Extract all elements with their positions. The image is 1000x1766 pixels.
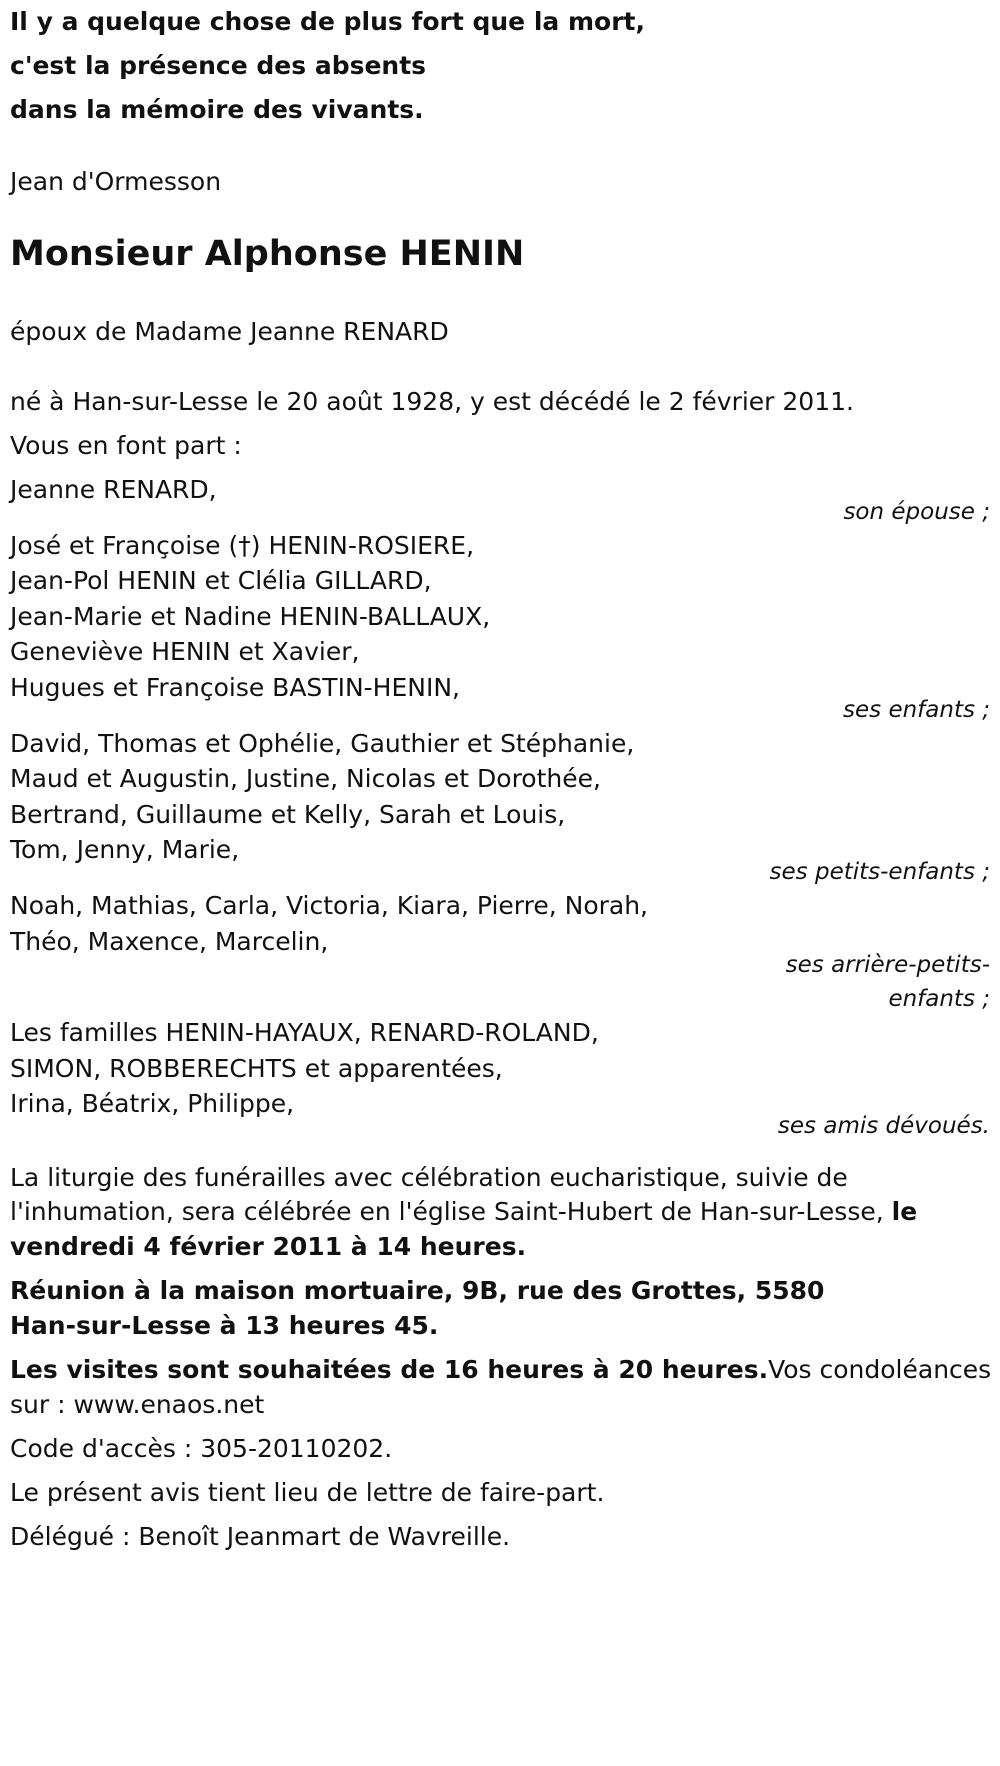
visits-text: Les visites sont souhaitées de 16 heures à 20 heures. — [10, 1355, 769, 1384]
funeral-date: vendredi 4 février 2011 à 14 heures. — [10, 1232, 527, 1261]
spouse-line: époux de Madame Jeanne RENARD — [10, 317, 449, 346]
condolences-text: Vos condoléances — [768, 1355, 992, 1384]
family-role: ses enfants ; — [843, 697, 990, 723]
visits-line — [10, 1356, 991, 1384]
family-line: José et Françoise (†) HENIN-ROSIERE, — [10, 531, 475, 560]
quote-line-2: c'est la présence des absents — [10, 51, 427, 80]
family-line: Bertrand, Guillaume et Kelly, Sarah et Louis, — [10, 800, 566, 829]
meeting-line-2: Han-sur-Lesse à 13 heures 45. — [10, 1311, 439, 1340]
funeral-line-2-text: l'inhumation, sera célébrée en l'église Saint-Hubert de Han-sur-Lesse, — [10, 1197, 884, 1226]
notice-line: Le présent avis tient lieu de lettre de faire-part. — [10, 1478, 605, 1507]
announcement-intro: Vous en font part : — [10, 431, 242, 460]
family-line: Irina, Béatrix, Philippe, — [10, 1089, 295, 1118]
family-line: Maud et Augustin, Justine, Nicolas et Dorothée, — [10, 764, 601, 793]
family-role: ses arrière-petits- — [785, 952, 990, 978]
family-line: Geneviève HENIN et Xavier, — [10, 637, 360, 666]
family-line: Jean-Marie et Nadine HENIN-BALLAUX, — [10, 602, 491, 631]
family-line: Jeanne RENARD, — [10, 475, 217, 504]
funeral-line-1: La liturgie des funérailles avec célébration eucharistique, suivie de — [10, 1163, 848, 1192]
condolences-website: sur : www.enaos.net — [10, 1390, 265, 1419]
birth-death-line: né à Han-sur-Lesse le 20 août 1928, y est décédé le 2 février 2011. — [10, 387, 854, 416]
quote-line-3: dans la mémoire des vivants. — [10, 95, 424, 124]
meeting-line-1: Réunion à la maison mortuaire, 9B, rue des Grottes, 5580 — [10, 1276, 825, 1305]
family-line: Tom, Jenny, Marie, — [10, 835, 240, 864]
quote-line-1: Il y a quelque chose de plus fort que la mort, — [10, 7, 645, 36]
family-line: David, Thomas et Ophélie, Gauthier et Stéphanie, — [10, 729, 635, 758]
family-role: son épouse ; — [843, 499, 990, 525]
family-role: enfants ; — [888, 986, 990, 1012]
family-line: Noah, Mathias, Carla, Victoria, Kiara, Pierre, Norah, — [10, 891, 649, 920]
family-line: Hugues et Françoise BASTIN-HENIN, — [10, 673, 460, 702]
deceased-name: Monsieur Alphonse HENIN — [10, 234, 525, 274]
funeral-line-2-bold: le — [891, 1197, 918, 1226]
access-code: Code d'accès : 305-20110202. — [10, 1434, 393, 1463]
family-role: ses amis dévoués. — [777, 1113, 990, 1139]
family-role: ses petits-enfants ; — [769, 859, 990, 885]
family-line: SIMON, ROBBERECHTS et apparentées, — [10, 1054, 503, 1083]
funeral-line-2 — [10, 1198, 917, 1226]
family-line: Jean-Pol HENIN et Clélia GILLARD, — [10, 566, 432, 595]
delegate-line: Délégué : Benoît Jeanmart de Wavreille. — [10, 1522, 511, 1551]
quote-author: Jean d'Ormesson — [10, 167, 222, 196]
family-line: Les familles HENIN-HAYAUX, RENARD-ROLAND, — [10, 1018, 599, 1047]
family-line: Théo, Maxence, Marcelin, — [10, 927, 329, 956]
